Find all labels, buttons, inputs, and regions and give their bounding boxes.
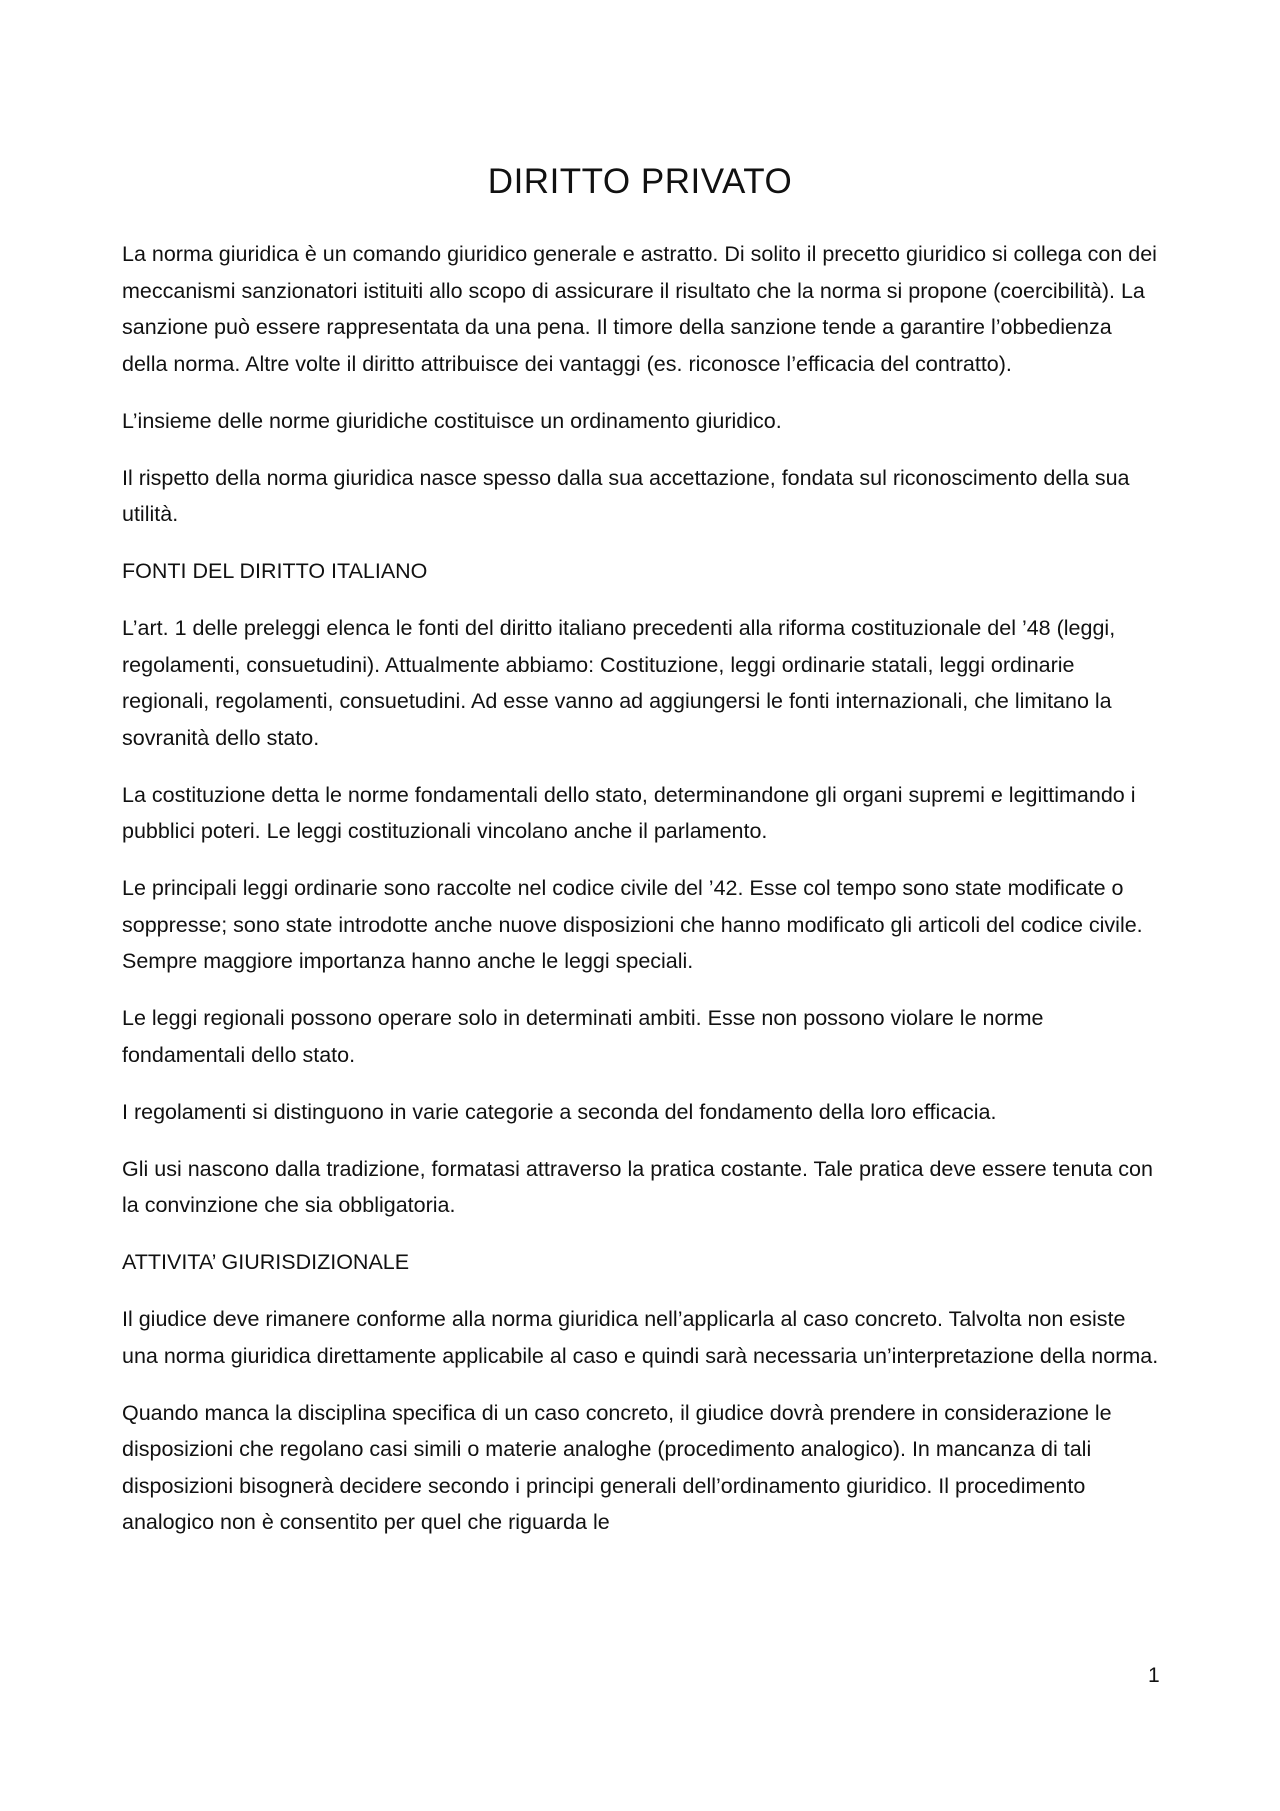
paragraph-ordinamento: L’insieme delle norme giuridiche costituisce un ordinamento giuridico. <box>122 408 782 433</box>
paragraph-giudice: Il giudice deve rimanere conforme alla norma giuridica nell’applicarla al caso concreto. Talvolta non esiste una norma giuridica direttamente applicabile al caso e quindi sarà necessaria un’interpretazione della norma. <box>122 1307 1159 1368</box>
paragraph-costituzione: La costituzione detta le norme fondamentali dello stato, determinandone gli organi supremi e legittimando i pubblici poteri. Le leggi costituzionali vincolano anche il parlamento. <box>122 782 1136 843</box>
paragraph-regolamenti: I regolamenti si distinguono in varie categorie a seconda del fondamento della loro efficacia. <box>122 1099 997 1124</box>
paragraph-rispetto-norma: Il rispetto della norma giuridica nasce spesso dalla sua accettazione, fondata sul riconoscimento della sua utilità. <box>122 465 1130 526</box>
paragraph-leggi-regionali: Le leggi regionali possono operare solo in determinati ambiti. Esse non possono violare le norme fondamentali dello stato. <box>122 1006 1044 1067</box>
section-heading-attivita: ATTIVITA’ GIURISDIZIONALE <box>122 1250 410 1274</box>
paragraph-norma-giuridica: La norma giuridica è un comando giuridico generale e astratto. Di solito il precetto giuridico si collega con dei meccanismi sanzionatori istituiti allo scopo di assicurare il risultato che la norma si propone (coercibilità). La sanzione può essere rappresentata da una pena. Il timore della sanzione tende a garantire l’obbedienza della norma. Altre volte il diritto attribuisce dei vantaggi (es. riconosce l’efficacia del contratto). <box>122 242 1157 376</box>
paragraph-procedimento-analogico: Quando manca la disciplina specifica di un caso concreto, il giudice dovrà prendere in considerazione le disposizioni che regolano casi simili o materie analoghe (procedimento analogico). In mancanza di tali disposizioni bisognerà decidere secondo i principi generali dell’ordinamento giuridico. Il procedimento analogico non è consentito per quel che riguarda le <box>122 1400 1112 1534</box>
section-heading-fonti: FONTI DEL DIRITTO ITALIANO <box>122 559 428 583</box>
document-title: DIRITTO PRIVATO <box>487 162 793 201</box>
document-body <box>122 236 1162 1561</box>
paragraph-usi: Gli usi nascono dalla tradizione, formatasi attraverso la pratica costante. Tale pratica deve essere tenuta con la convinzione che sia obbligatoria. <box>122 1156 1153 1217</box>
paragraph-preleggi: L’art. 1 delle preleggi elenca le fonti del diritto italiano precedenti alla riforma costituzionale del ’48 (leggi, regolamenti, consuetudini). Attualmente abbiamo: Costituzione, leggi ordinarie statali, leggi ordinarie regionali, regolamenti, consuetudini. Ad esse vanno ad aggiungersi le fonti internazionali, che limitano la sovranità dello stato. <box>122 616 1116 750</box>
paragraph-leggi-ordinarie: Le principali leggi ordinarie sono raccolte nel codice civile del ’42. Esse col tempo sono state modificate o soppresse; sono state introdotte anche nuove disposizioni che hanno modificato gli articoli del codice civile. Sempre maggiore importanza hanno anche le leggi speciali. <box>122 876 1143 973</box>
page-number: 1 <box>1148 1664 1160 1687</box>
